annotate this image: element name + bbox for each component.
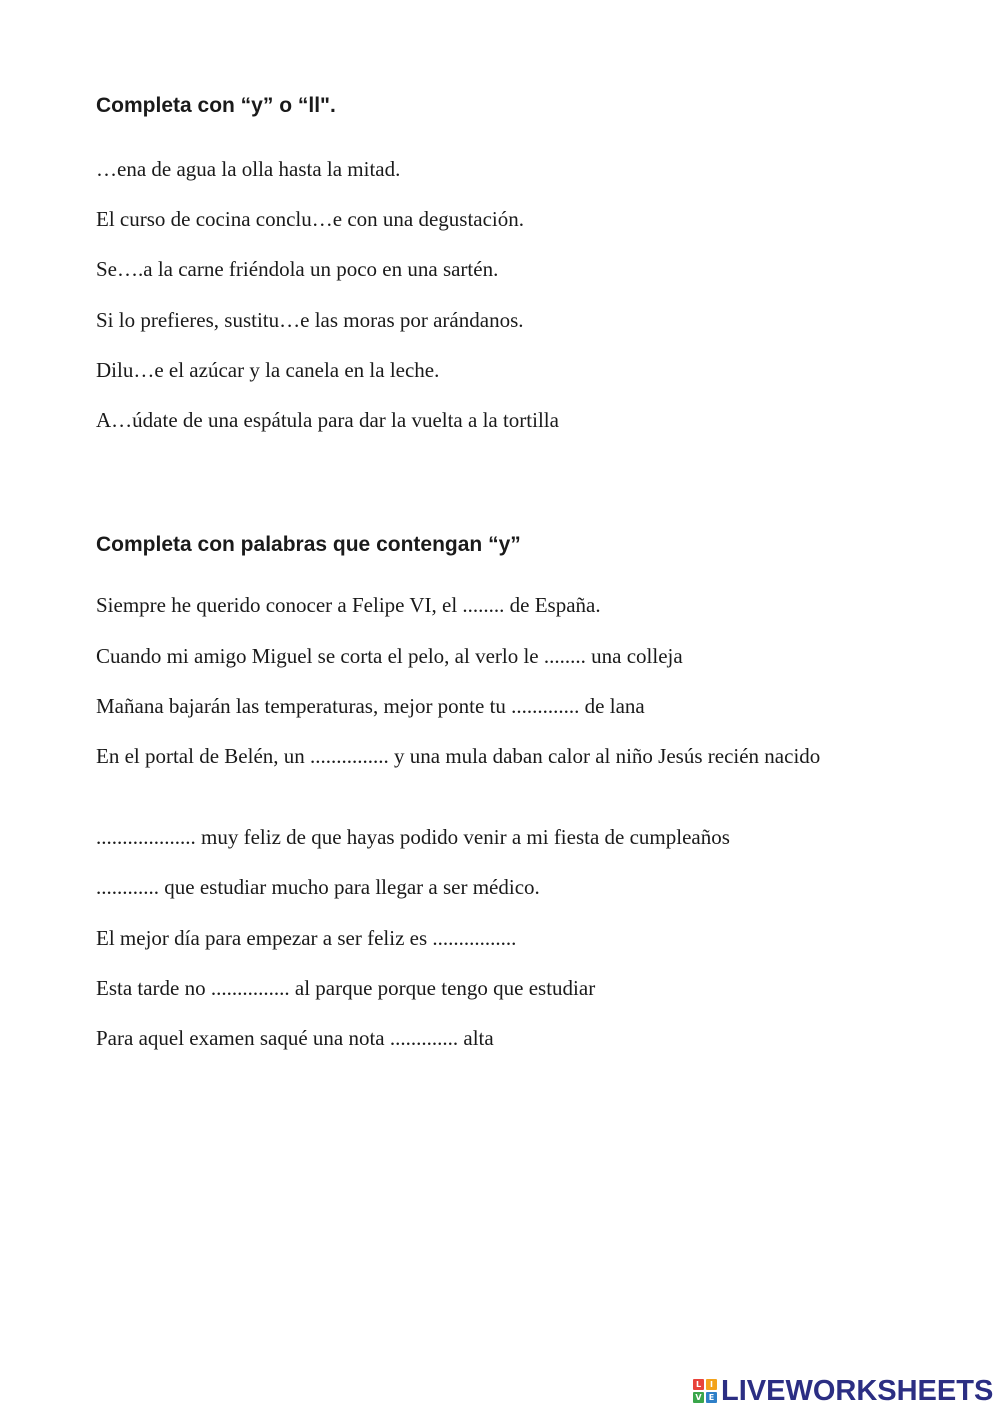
exercise-line: El curso de cocina conclu…e con una degustación. [96, 207, 525, 231]
logo-grid-icon [693, 1379, 717, 1403]
exercise-line: Esta tarde no ............... al parque porque tengo que estudiar [96, 976, 596, 1000]
section-2-heading: Completa con palabras que contengan “y” [96, 533, 521, 556]
logo-text: LIVEWORKSHEETS [721, 1374, 994, 1407]
exercise-line: ................... muy feliz de que hayas podido venir a mi fiesta de cumpleaños [96, 825, 730, 849]
section-1-heading: Completa con “y” o “ll". [96, 94, 336, 117]
exercise-line: El mejor día para empezar a ser feliz es ................ [96, 926, 517, 950]
exercise-line: Mañana bajarán las temperaturas, mejor ponte tu ............. de lana [96, 694, 645, 718]
exercise-line: En el portal de Belén, un ............... y una mula daban calor al niño Jesús recién nacido [96, 744, 821, 768]
logo-cell-l: L [693, 1379, 704, 1390]
logo-cell-i: I [706, 1379, 717, 1390]
exercise-line: Dilu…e el azúcar y la canela en la leche. [96, 358, 440, 382]
exercise-line: Para aquel examen saqué una nota ............. alta [96, 1026, 494, 1050]
exercise-line: …ena de agua la olla hasta la mitad. [96, 157, 401, 181]
logo-cell-v: V [693, 1392, 704, 1403]
exercise-line: Si lo prefieres, sustitu…e las moras por arándanos. [96, 308, 524, 332]
exercise-line: Se….a la carne friéndola un poco en una sartén. [96, 257, 499, 281]
exercise-line: A…údate de una espátula para dar la vuelta a la tortilla [96, 408, 559, 432]
exercise-line: Cuando mi amigo Miguel se corta el pelo, al verlo le ........ una colleja [96, 644, 683, 668]
liveworksheets-logo [693, 1376, 993, 1406]
exercise-line: Siempre he querido conocer a Felipe VI, el ........ de España. [96, 593, 601, 617]
exercise-line: ............ que estudiar mucho para llegar a ser médico. [96, 875, 540, 899]
logo-cell-e: E [706, 1392, 717, 1403]
